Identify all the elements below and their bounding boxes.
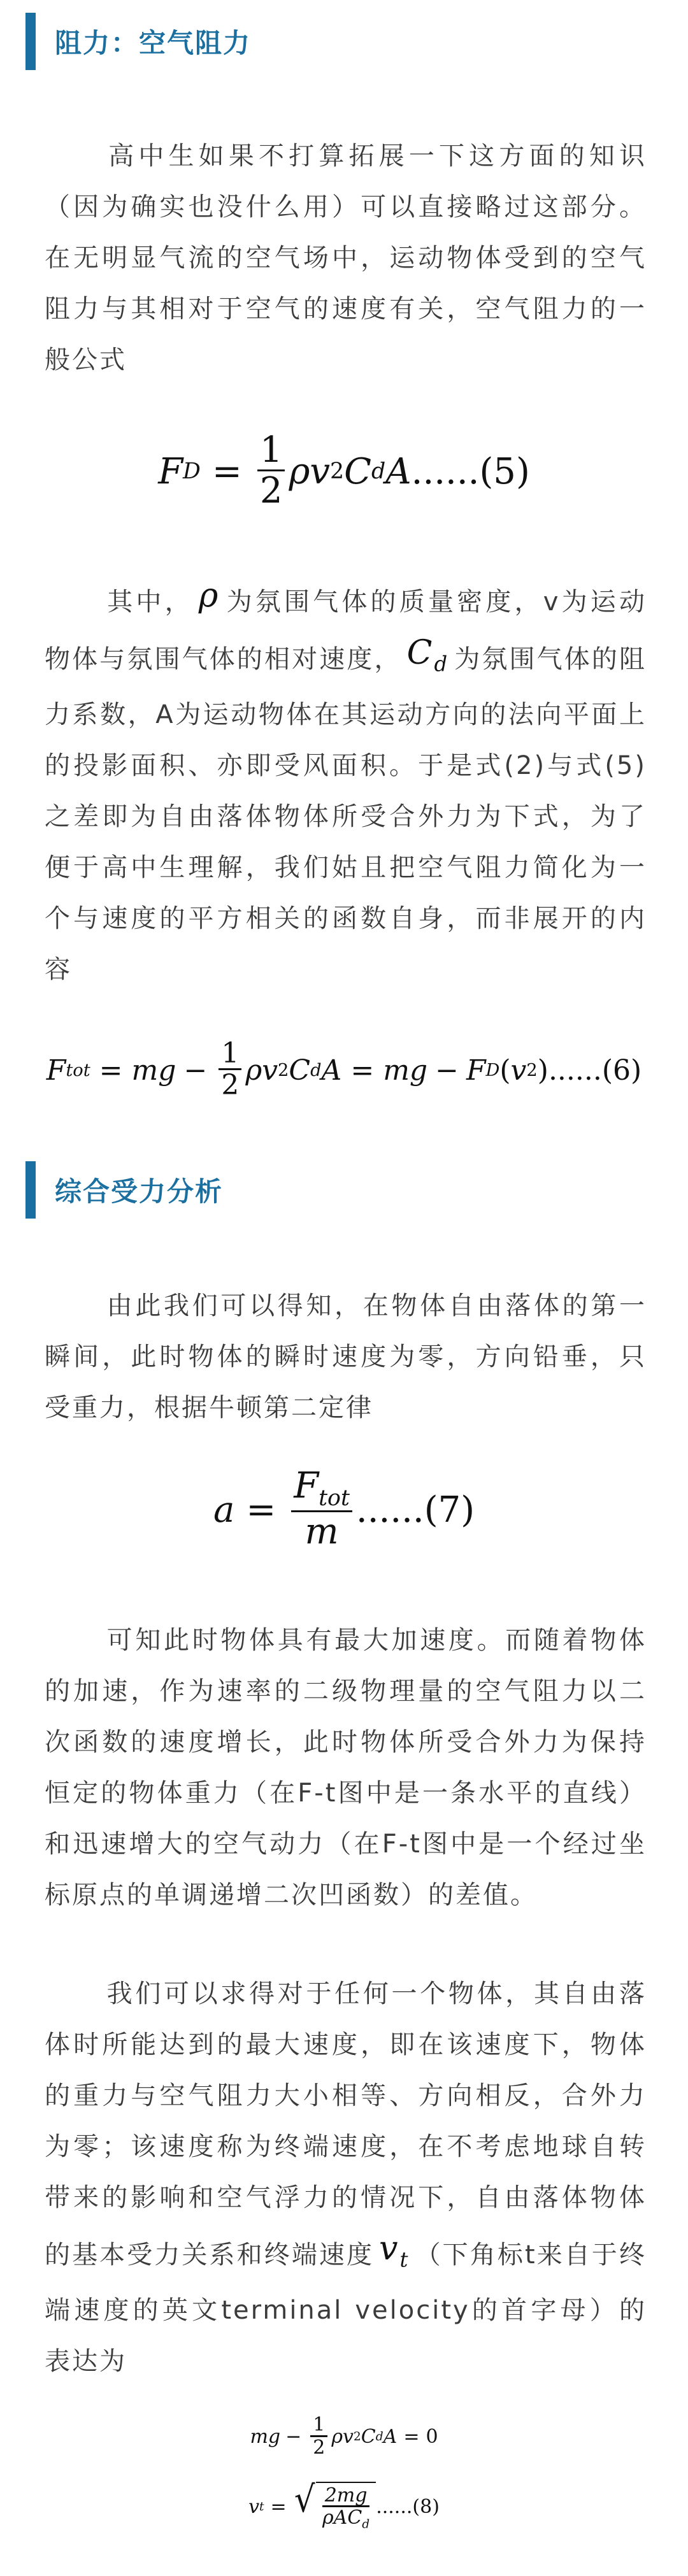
inline-cd — [406, 634, 450, 676]
eq-subscript: d — [371, 459, 386, 484]
eq-subscript: d — [310, 1060, 322, 1080]
paragraph-text: 我们可以求得对于任何一个物体，其自由落体时所能达到的最大速度，即在该速度下，物体的重力与空气阻力大小相等、方向相反，合外力为零；该速度称为终端速度，在不考虑地球自转带来的影响和空气浮力的情况下，自由落体物体的基本受力关系和终端速度 — [45, 1979, 647, 2270]
frac-denominator: 2 — [313, 2436, 326, 2459]
eq-symbol: ρ — [322, 2507, 334, 2529]
equation-6: F tot = mg − $\frac{1}{2}$ ρ v 2 C d A = mg − F D ( v 2 ) ......(6) — [46, 1037, 642, 1102]
eq-subscript: D — [485, 1060, 500, 1080]
eq-symbol: A — [333, 2507, 348, 2529]
eq-tag: ......(7) — [355, 1489, 475, 1531]
eq-symbol: A — [321, 1054, 342, 1087]
eq-superscript: 2 — [278, 1060, 289, 1080]
inline-rho: ρ — [198, 576, 220, 615]
equation-8-terminal: v t = √ $\frac{2mg}{\rho AC_d}$ ......(8) — [248, 2478, 440, 2531]
inline-symbol: C — [406, 634, 434, 672]
eq-symbol: C — [344, 450, 371, 492]
eq-tag: ......(8) — [376, 2495, 440, 2518]
paragraph-terminal-velocity — [45, 1968, 647, 2387]
paragraph-text: 为氛围气体的质量密度，v为运动物体与氛围气体的相对速度， — [45, 587, 647, 674]
eq-symbol: v — [310, 450, 331, 492]
eq-superscript: 2 — [330, 459, 345, 484]
paragraph-newton — [45, 1280, 647, 1433]
eq-symbol: v — [248, 2495, 260, 2518]
eq-subscript: tot — [319, 1485, 350, 1512]
inline-symbol: v — [379, 2229, 400, 2268]
eq-symbol: F — [46, 1054, 66, 1087]
eq-subscript: d — [362, 2517, 370, 2531]
equation-5: F D = $\frac{1}{2}$ ρ v 2 C d A ......(5) — [158, 429, 530, 512]
eq-tag: ......(5) — [411, 450, 530, 492]
heading-text: 阻力：空气阻力 — [55, 27, 252, 59]
eq-symbol: 0 — [426, 2425, 438, 2448]
eq-symbol: F — [466, 1054, 486, 1087]
eq-fraction — [310, 2415, 327, 2458]
eq-symbol: mg — [131, 1054, 176, 1087]
paragraph-symbols — [45, 570, 647, 995]
paragraph-text: （下角标t来自于终端速度的英文terminal velocity的首字母）的表达为 — [45, 2240, 647, 2377]
frac-denominator — [320, 2507, 372, 2531]
eq-fraction — [219, 1039, 241, 1101]
frac-numerator — [291, 1465, 352, 1512]
eq-subscript: t — [259, 2500, 264, 2514]
eq-symbol: ρ — [331, 2425, 343, 2448]
eq-symbol: v — [262, 1054, 278, 1087]
eq-square-root: √ $\frac{2mg}{\rho AC_d}$ — [293, 2482, 376, 2531]
paragraph-text: 为氛围气体的阻力系数，A为运动物体在其运动方向的法向平面上的投影面积、亦即受风面积。于是式(2)与式(5)之差即为自由落体物体所受合外力为下式，为了便于高中生理解，我们姑且把空气阻力简化为一个与速度的平方相关的函数自身，而非展开的内容 — [45, 645, 647, 985]
inline-vt — [379, 2229, 410, 2272]
eq-symbol: ρ — [245, 1054, 262, 1087]
eq-symbol: v — [342, 2425, 354, 2448]
inline-subscript: t — [399, 2247, 410, 2272]
equation-7: a = $\frac{F_{tot}}{m}$ ......(7) — [213, 1465, 475, 1552]
eq-symbol: ρ — [289, 450, 310, 492]
eq-tag: ......(6) — [548, 1054, 642, 1087]
eq-superscript: 2 — [353, 2429, 361, 2444]
paragraph-text: 可知此时物体具有最大加速度。而随着物体的加速，作为速率的二级物理量的空气阻力以二次函数的速度增长，此时物体所受合外力为保持恒定的物体重力（在F-t图中是一条水平的直线）和迅速增大的空气动力（在F-t图中是一个经过坐标原点的单调递增二次凹函数）的差值。 — [45, 1626, 647, 1910]
eq-subscript: d — [375, 2429, 383, 2444]
paragraph-text: 其中， — [106, 587, 194, 617]
paragraph-max-acceleration — [45, 1615, 647, 1921]
eq-fraction — [291, 1465, 352, 1552]
frac-numerator: 1 — [257, 432, 285, 471]
frac-denominator: 2 — [221, 1069, 240, 1102]
heading-accent-bar — [25, 13, 36, 70]
eq-symbol: v — [510, 1054, 527, 1087]
eq-subscript: D — [183, 459, 201, 484]
heading-text: 综合受力分析 — [55, 1176, 224, 1207]
paragraph-text: 高中生如果不打算拓展一下这方面的知识（因为确实也没什么用）可以直接略过这部分。在无明显气流的空气场中，运动物体受到的空气阻力与其相对于空气的速度有关，空气阻力的一般公式 — [45, 141, 647, 375]
paragraph-text: 由此我们可以得知，在物体自由落体的第一瞬间，此时物体的瞬时速度为零，方向铅垂，只受重力，根据牛顿第二定律 — [45, 1291, 647, 1422]
section-heading-air-resistance — [25, 13, 663, 70]
frac-numerator: 1 — [219, 1039, 241, 1070]
eq-symbol: C — [347, 2507, 362, 2529]
frac-denominator: 2 — [259, 470, 283, 512]
eq-symbol: F — [158, 450, 183, 492]
paragraph-intro — [45, 131, 647, 385]
eq-symbol: a — [213, 1489, 235, 1531]
eq-fraction — [320, 2486, 372, 2531]
inline-subscript: d — [434, 652, 450, 676]
eq-fraction — [257, 429, 285, 512]
section-heading-force-analysis — [25, 1161, 663, 1219]
eq-superscript: 2 — [526, 1060, 538, 1080]
eq-subscript: tot — [66, 1060, 90, 1080]
eq-symbol: A — [383, 2425, 398, 2448]
eq-symbol: F — [294, 1465, 319, 1507]
frac-numerator: 2mg — [322, 2486, 370, 2508]
frac-denominator: m — [305, 1511, 339, 1552]
eq-symbol: A — [385, 450, 412, 492]
heading-accent-bar — [25, 1161, 36, 1219]
eq-symbol: mg — [383, 1054, 428, 1087]
eq-symbol: C — [361, 2425, 376, 2448]
eq-symbol: C — [289, 1054, 311, 1087]
eq-symbol: mg — [250, 2425, 281, 2448]
equation-8-balance: mg − $\frac{1}{2}$ ρ v 2 C d A = 0 — [250, 2414, 438, 2459]
frac-numerator: 1 — [310, 2415, 327, 2437]
